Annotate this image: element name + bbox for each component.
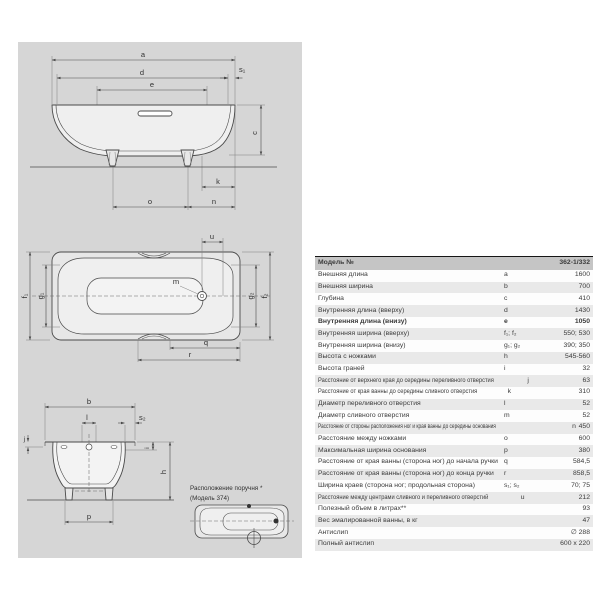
table-row [315,504,593,516]
table-row [315,457,593,469]
row-letter: k [507,388,511,396]
side-view-diagram [30,50,277,210]
dim-label-g1: g₁ [36,292,45,300]
top-view-diagram [20,232,274,362]
dim-label-h: h [159,469,168,475]
row-value: 52 [582,411,590,419]
dim-label-l: l [86,413,88,422]
row-label: Расстояние от края ванны до середины сливного отверстия [318,388,478,396]
row-value: 858,5 [572,470,590,478]
table-row [315,364,593,376]
row-letter: m [504,411,510,419]
row-label: Расстояние между центрами сливного и переливного отверстий [318,493,489,501]
row-value: 550; 530 [563,329,590,337]
row-label: Расстояние от края ванны (сторона ног) до конца ручки [318,470,494,478]
table-row [315,445,593,457]
dim-label-n: n [211,197,217,206]
row-letter: p [504,446,508,454]
row-label: Расстояние от стороны расположения ног и края ванны до середины основания [318,423,496,431]
row-value: 410 [578,294,590,302]
row-label: Внешняя длина [318,271,368,279]
row-letter: o [504,435,508,443]
dim-label-d: d [139,68,145,77]
table-row [315,480,593,492]
table-row [315,270,593,282]
row-label: Внутренняя длина (вверху) [318,306,405,314]
row-letter: s₁; s₂ [504,481,520,489]
dim-label-f2: f₂ [260,293,269,299]
inset-handle-marker-top [247,504,251,508]
row-value: 600 [578,435,590,443]
row-label: Расстояние от края ванны (сторона ног) до начала ручки [318,458,498,466]
row-letter: n [572,423,576,431]
dim-label-f1: f₁ [20,293,29,299]
row-letter: a [504,271,508,279]
dim-label-o: o [147,197,153,206]
row-value: 70; 75 [571,481,590,489]
row-value: 600 x 220 [560,540,590,548]
row-letter: b [504,283,508,291]
table-row [315,399,593,411]
row-label: Внутренняя длина (внизу) [318,318,407,326]
inset-handle-marker-right [274,519,279,524]
row-value: 545-560 [565,353,590,361]
header-model-label: Модель № [318,259,354,267]
handle-section-left [61,446,67,449]
dim-label-q: q [203,338,209,347]
dim-label-m: m [172,277,180,286]
row-value: 380 [578,446,590,454]
dim-label-e: e [149,80,155,89]
cross-section-diagram [23,397,174,525]
table-row [315,293,593,305]
row-label: Диаметр сливного отверстия [318,411,410,419]
table-row [315,434,593,446]
row-letter: h [504,353,508,361]
table-row [315,469,593,481]
table-row [315,305,593,317]
drain-hole [198,292,207,301]
inset-title-line1: Расположение поручня * [190,485,263,492]
row-value: 584,5 [572,458,590,466]
row-label: Полный антислип [318,540,375,548]
table-row [315,387,593,399]
table-row [315,352,593,364]
row-value: 52 [582,400,590,407]
row-value: 1600 [574,271,590,279]
table-row [315,328,593,340]
row-value: 1050 [574,318,590,326]
dim-label-i: i [144,447,151,449]
overflow-hole [86,444,92,450]
table-row [315,492,593,504]
row-letter: c [504,294,508,302]
row-label: Высота с ножками [318,353,376,361]
row-label: Ширина краев (сторона ног; продольная сторона) [318,481,475,489]
handle-position-inset [190,485,294,548]
dim-label-a: a [140,50,146,59]
row-value: ∅ 288 [570,528,590,536]
row-label: Расстояние от верхнего края до середины переливного отверстия [318,376,494,384]
table-row [315,527,593,539]
bathtub-technical-drawing [18,42,302,558]
dim-label-j: j [23,436,25,443]
row-label: Внутренняя ширина (внизу) [318,341,406,349]
row-label: Высота граней [318,364,365,372]
row-value: 390; 350 [563,341,590,349]
row-label: Глубина [318,294,344,302]
dim-label-s1: s₁ [239,65,246,74]
row-letter: j [527,376,529,384]
header-model-value: 362-1/332 [559,259,590,267]
table-row [315,317,593,329]
row-value: 93 [582,505,590,513]
row-value: 700 [578,283,590,291]
row-value: 1430 [574,306,590,314]
table-row [315,340,593,352]
spec-table-header [315,256,593,270]
row-letter: u [520,493,525,501]
row-value: 310 [578,388,590,396]
handle-section-right [111,446,117,449]
row-label: Расстояние между ножками [318,435,407,443]
row-value: 32 [582,364,590,372]
row-label: Вес эмалированной ванны, в кг [318,516,418,524]
row-label: Диаметр переливного отверстия [318,400,421,407]
row-value: 212 [578,493,590,501]
dim-label-c: c [250,131,259,135]
row-value: 63 [582,376,590,384]
row-letter: f₁; f₂ [504,329,517,337]
table-row [315,422,593,434]
dim-label-u: u [209,232,215,241]
row-label: Полезный объем в литрах** [318,505,407,513]
row-letter: l [504,400,506,407]
drawing-panel [18,42,302,558]
row-letter: i [504,364,506,372]
row-label: Максимальная ширина основания [318,446,427,454]
row-letter: g₁; g₂ [504,341,521,349]
table-row [315,375,593,387]
row-value: 47 [582,516,590,524]
table-row [315,515,593,527]
dim-label-r: r [188,350,192,359]
row-letter: q [504,458,508,466]
dim-label-s2: s₂ [139,413,146,422]
row-value: 450 [578,423,590,431]
dim-label-b: b [86,397,92,406]
table-row [315,539,593,551]
table-row [315,410,593,422]
spec-table-rows [315,270,593,551]
inset-title-line2: (Модель 374) [190,495,230,502]
row-letter: d [504,306,508,314]
dim-label-k: k [216,177,220,186]
row-label: Антислип [318,528,349,536]
row-letter: e [504,318,508,326]
row-letter: r [504,470,507,478]
inset-tub-rim [200,508,284,535]
side-handle [138,111,172,116]
dim-label-g2: g₂ [246,292,255,300]
row-label: Внутренняя ширина (вверху) [318,329,410,337]
table-row [315,282,593,294]
dim-label-p: p [86,512,92,521]
spec-table [315,256,593,551]
row-label: Внешняя ширина [318,283,373,291]
